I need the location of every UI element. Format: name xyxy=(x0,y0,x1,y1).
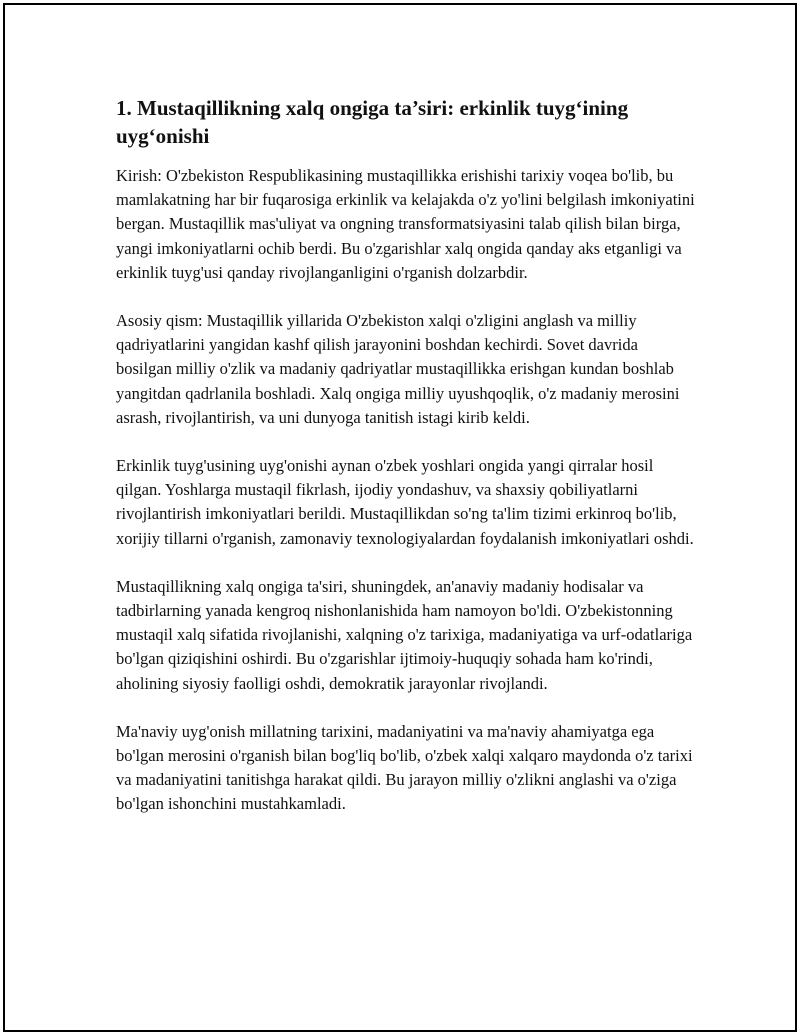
paragraph-spiritual-awakening: Ma'naviy uyg'onish millatning tarixini, madaniyatini va ma'naviy ahamiyatga ega bo'lgan merosini o'rganish bilan bog'liq bo'lib, o'zbek xalqi xalqaro maydonda o'z tarixi va madaniyatini tanitishga harakat qildi. Bu jarayon milliy o'zlikni anglashi va o'ziga bo'lgan ishonchini mustahkamladi. xyxy=(116,721,693,814)
document-body xyxy=(116,94,696,841)
document-title: 1. Mustaqillikning xalq ongiga ta’siri: erkinlik tuyg‘ining uyg‘onishi xyxy=(116,96,629,148)
paragraph-main-part: Asosiy qism: Mustaqillik yillarida O'zbekiston xalqi o'zligini anglash va milliy qadriyatlarini yangidan kashf qilish jarayonini boshdan kechirdi. Sovet davrida bosilgan milliy o'zlik va madaniy qadriyatlar mustaqillikka erishgan kundan boshlab yangitdan qadrlanila boshladi. Xalq ongiga milliy uyushqoqlik, o'z madaniy merosini asrash, rivojlantirish, va uni dunyoga tanitish istagi kirib keldi. xyxy=(116,311,680,427)
paragraph-introduction: Kirish: O'zbekiston Respublikasining mustaqillikka erishishi tarixiy voqea bo'lib, bu mamlakatning har bir fuqarosiga erkinlik va kelajakda o'z yo'lini belgilash imkoniyatini bergan. Mustaqillik mas'uliyat va ongning transformatsiyasini talab qilish bilan birga, yangi imkoniyatlarni ochib berdi. Bu o'zgarishlar xalq ongida qanday aks etganligi va erkinlik tuyg'usi qanday rivojlanganligini o'rganish dolzarbdir. xyxy=(116,166,695,282)
paragraph-cultural-influence: Mustaqillikning xalq ongiga ta'siri, shuningdek, an'anaviy madaniy hodisalar va tadbirlarning yanada kengroq nishonlanishida ham namoyon bo'ldi. O'zbekistonning mustaqil xalq sifatida rivojlanishi, xalqning o'z tarixiga, madaniyatiga va urf-odatlariga bo'lgan qiziqishini oshirdi. Bu o'zgarishlar ijtimoiy-huquqiy sohada ham ko'rindi, aholining siyosiy faolligi oshdi, demokratik jarayonlar rivojlandi. xyxy=(116,576,693,693)
paragraph-youth-freedom: Erkinlik tuyg'usining uyg'onishi aynan o'zbek yoshlari ongida yangi qirralar hosil qilgan. Yoshlarga mustaqil fikrlash, ijodiy yondashuv, va shaxsiy qobiliyatlarni rivojlantirish imkoniyatlari berildi. Mustaqillikdan so'ng ta'lim tizimi erkinroq bo'lib, xorijiy tillarni o'rganish, zamonaviy texnologiyalardan foydalanish imkoniyatlari oshdi. xyxy=(116,456,694,548)
